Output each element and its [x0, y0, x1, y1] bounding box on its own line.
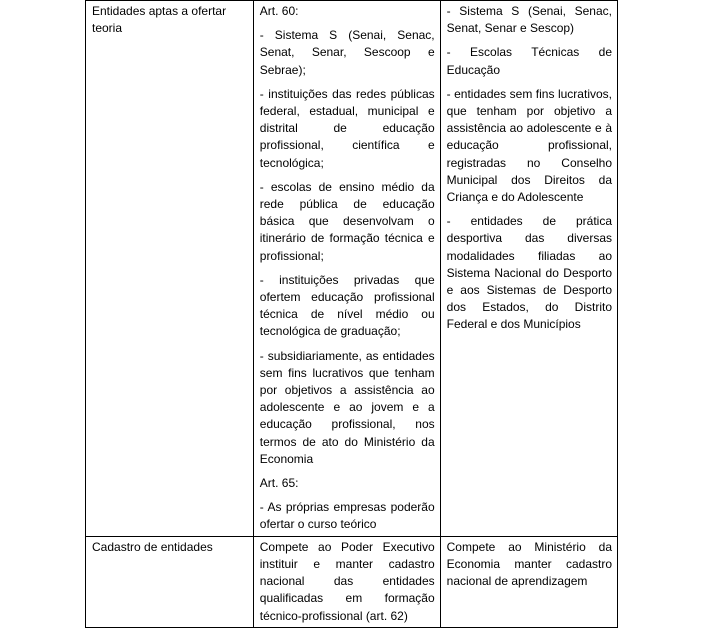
row-label-cell — [86, 536, 254, 627]
row-label-cell — [86, 1, 254, 537]
paragraph: Compete ao Ministério da Economia manter cadastro nacional de aprendizagem — [446, 539, 612, 589]
paragraph: - Sistema S (Senai, Senac, Senat, Senar, Sescoop e Sebrae); — [259, 28, 435, 77]
column-a-cell — [253, 536, 440, 627]
paragraph: - As próprias empresas poderão ofertar o curso teórico — [259, 500, 435, 532]
table-row — [86, 1, 618, 537]
paragraph: - entidades sem fins lucrativos, que tenham por objetivo a assistência ao adolescente e à educação profissional, registradas no Conselho Municipal dos Direitos da Criança e do Adolescente — [446, 86, 612, 205]
table-row — [86, 536, 618, 627]
row-label: Cadastro de entidades — [92, 539, 213, 554]
column-b-cell — [440, 536, 617, 627]
paragraph: - subsidiariamente, as entidades sem fins lucrativos que tenham por objetivos a assistência ao adolescente e ao jovem e a educação profissional, nos termos de ato do Ministério da Economia — [259, 348, 435, 466]
column-b-cell — [440, 1, 617, 537]
paragraph: - entidades de prática desportiva das diversas modalidades filiadas ao Sistema Nacional do Desporto e aos Sistemas de Desporto dos Estados, do Distrito Federal e dos Municípios — [446, 214, 612, 332]
comparison-table — [85, 0, 618, 628]
paragraph: - escolas de ensino médio da rede pública de educação básica que desenvolvam o itinerário de formação técnica e profissional; — [259, 179, 435, 263]
paragraph: Compete ao Poder Executivo instituir e manter cadastro nacional das entidades qualificadas em formação técnico-profissional (art. 62) — [259, 539, 435, 623]
paragraph: Art. 60: — [259, 4, 299, 18]
paragraph: - instituições privadas que ofertem educação profissional técnica de nível médio ou tecnológica de graduação; — [259, 272, 435, 339]
paragraph: Art. 65: — [259, 476, 299, 491]
row-label: Entidades aptas a ofertar teoria — [92, 4, 227, 36]
column-a-cell — [253, 1, 440, 537]
paragraph: - Sistema S (Senai, Senac, Senat, Senar e Sescop) — [446, 4, 612, 36]
paragraph: - Escolas Técnicas de Educação — [446, 45, 612, 77]
paragraph: - instituições das redes públicas federal, estadual, municipal e distrital de educação profissional, científica e tecnológica; — [259, 86, 435, 170]
